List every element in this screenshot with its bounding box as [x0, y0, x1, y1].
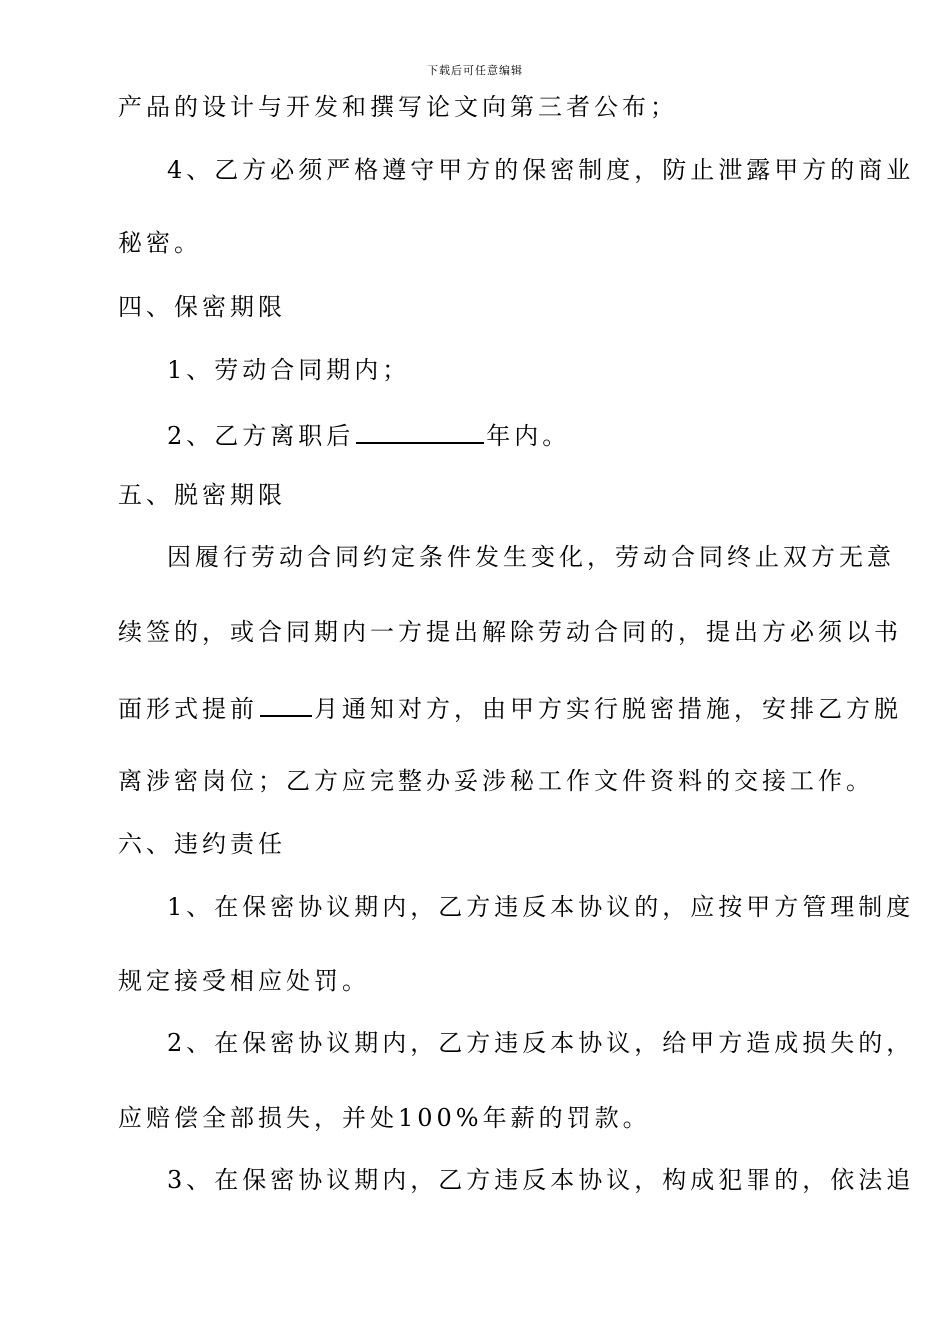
paragraph-line: 应赔偿全部损失，并处100%年薪的罚款。	[118, 1104, 651, 1132]
paragraph-text: 面形式提前	[118, 695, 258, 723]
clause-line: 2、在保密协议期内，乙方违反本协议，给甲方造成损失的，	[167, 1029, 915, 1057]
page-header: 下载后可任意编辑	[427, 64, 523, 77]
clause-line	[167, 418, 907, 451]
blank-years-field[interactable]	[356, 418, 484, 444]
section-heading-4: 四、保密期限	[118, 293, 286, 321]
paragraph-text: 月通知对方，由甲方实行脱密措施，安排乙方脱	[314, 695, 902, 723]
paragraph-line: 离涉密岗位；乙方应完整办妥涉秘工作文件资料的交接工作。	[118, 767, 874, 795]
clause-line: 1、在保密协议期内，乙方违反本协议的，应按甲方管理制度	[167, 893, 915, 921]
paragraph-line: 产品的设计与开发和撰写论文向第三者公布；	[118, 93, 678, 121]
clause-4-line: 4、乙方必须严格遵守甲方的保密制度，防止泄露甲方的商业	[167, 156, 915, 184]
section-heading-6: 六、违约责任	[118, 830, 286, 858]
paragraph-line: 续签的，或合同期内一方提出解除劳动合同的，提出方必须以书	[118, 618, 902, 646]
paragraph-line: 规定接受相应处罚。	[118, 967, 370, 995]
paragraph-line: 秘密。	[118, 229, 202, 257]
blank-months-field[interactable]	[260, 691, 312, 717]
section-heading-5: 五、脱密期限	[118, 481, 286, 509]
paragraph-line	[118, 691, 902, 724]
clause-text: 2、乙方离职后	[167, 422, 355, 450]
clause-line: 1、劳动合同期内；	[167, 356, 411, 384]
paragraph-line: 因履行劳动合同约定条件发生变化，劳动合同终止双方无意	[167, 543, 895, 571]
clause-line: 3、在保密协议期内，乙方违反本协议，构成犯罪的，依法追	[167, 1166, 915, 1194]
clause-text: 年内。	[486, 422, 571, 450]
